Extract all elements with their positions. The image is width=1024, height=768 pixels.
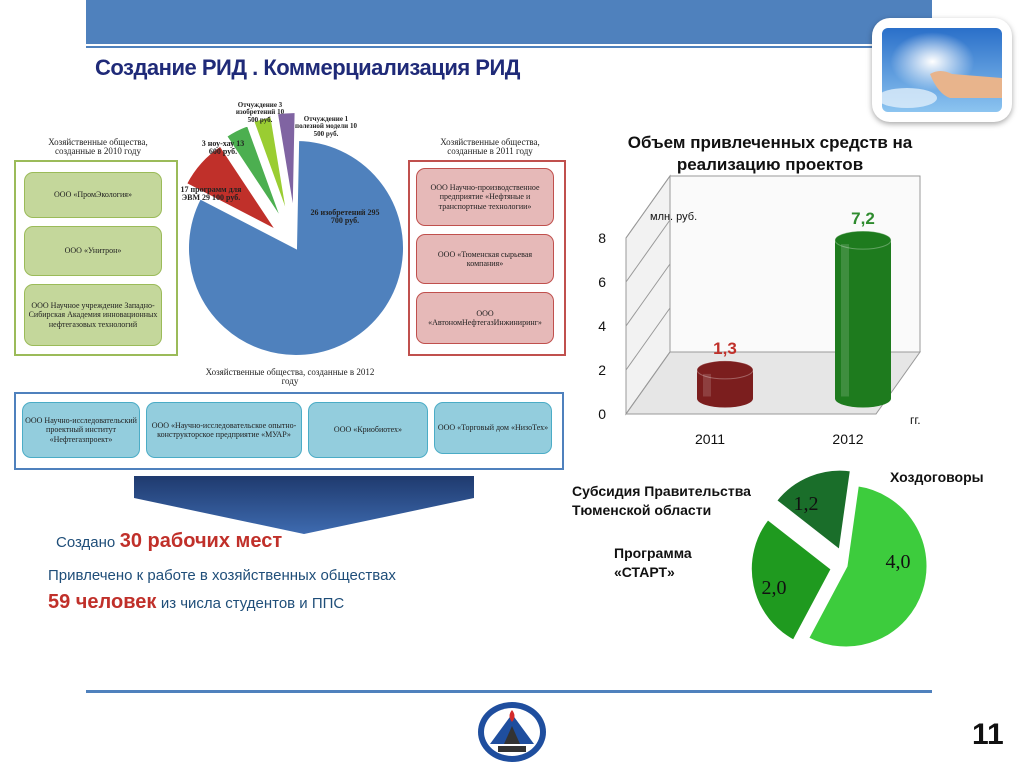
bar-chart-y-tick: 4 bbox=[598, 318, 606, 334]
funding-bar-chart bbox=[570, 124, 1010, 454]
group-2011-label: Хозяйственные общества, созданные в 2011 году bbox=[440, 137, 540, 157]
org-avtonom-neftegaz: ООО «АвтономНефтегазИнжиниринг» bbox=[416, 292, 554, 344]
org-tyumen-syrevaya: ООО «Тюменская сырьевая компания» bbox=[416, 234, 554, 284]
page-title: Создание РИД . Коммерциализация РИД bbox=[95, 55, 520, 80]
org-unitron: ООО «Унитрон» bbox=[24, 226, 162, 276]
footer-line bbox=[86, 690, 932, 693]
org-nizoteh: ООО «Торговый дом «НизоТех» bbox=[434, 402, 552, 454]
org-neftyanye-tehnologii: ООО Научно-производственное предприятие «Нефтяные и транспортные технологии» bbox=[416, 168, 554, 226]
stat-created bbox=[56, 530, 282, 553]
pie-value-label: 1,2 bbox=[793, 493, 819, 515]
stat-attracted: Привлечено к работе в хозяйственных обществах bbox=[48, 567, 396, 584]
group-2012-label: Хозяйственные общества, созданные в 2012 году bbox=[205, 367, 375, 387]
stat-people-suffix: из числа студентов и ППС bbox=[160, 595, 345, 612]
org-kriobioteh: ООО «Криобиотех» bbox=[308, 402, 428, 458]
stat-people bbox=[48, 591, 344, 614]
bar-chart-title: Объем привлеченных средств на реализацию проектов bbox=[627, 133, 913, 174]
bar-category-label: 2012 bbox=[832, 431, 864, 447]
pie-label-alienation-inventions: Отчуждение 3 изобретений 10 500 руб. bbox=[235, 101, 285, 124]
bar-chart-y-tick: 6 bbox=[598, 274, 606, 290]
bar-value-label: 1,3 bbox=[713, 338, 737, 358]
bar-category-label: 2011 bbox=[694, 431, 726, 447]
pie-category-label: Программа «СТАРТ» bbox=[614, 545, 692, 580]
stat-people-value: 59 человек bbox=[48, 591, 157, 613]
bar-chart-ylabel: млн. руб. bbox=[650, 211, 698, 223]
bar-2011 bbox=[697, 361, 753, 408]
stat-created-prefix: Создано bbox=[56, 534, 116, 551]
pie-label-knowhow: 3 ноу-хау 13 600 руб. bbox=[201, 139, 245, 157]
university-logo bbox=[476, 700, 548, 764]
pie-label-alienation-model: Отчуждение 1 полезной модели 10 500 руб. bbox=[295, 115, 357, 138]
page-number: 11 bbox=[972, 718, 1004, 751]
org-muar: ООО «Научно-исследовательское опытно-конструкторское предприятие «МУАР» bbox=[146, 402, 302, 458]
down-arrow bbox=[134, 476, 474, 536]
pie-value-label: 4,0 bbox=[885, 551, 911, 573]
pie-category-label: Субсидия Правительства Тюменской области bbox=[572, 483, 751, 518]
rid-pie-chart bbox=[0, 0, 600, 400]
org-academy: ООО Научное учреждение Западно-Сибирская Академия инновационных нефтегазовых технологий bbox=[24, 284, 162, 346]
pie-category-label: Хоздоговоры bbox=[890, 469, 984, 485]
group-2010-label: Хозяйственные общества, созданные в 2010 году bbox=[48, 137, 148, 157]
stat-created-value: 30 рабочих мест bbox=[119, 530, 283, 552]
pie-label-programs: 17 программ для ЭВМ 29 100 руб. bbox=[180, 185, 242, 203]
bar-2012 bbox=[835, 231, 891, 407]
funding-sources-pie-chart bbox=[560, 462, 1020, 662]
pie-value-label: 2,0 bbox=[761, 577, 787, 599]
bar-chart-xlabel: гг. bbox=[910, 413, 921, 427]
bar-chart-y-tick: 2 bbox=[598, 362, 606, 378]
pie-label-inventions: 26 изобретений 295 700 руб. bbox=[310, 208, 380, 226]
bar-value-label: 7,2 bbox=[851, 209, 875, 229]
org-promekologiya: ООО «ПромЭкология» bbox=[24, 172, 162, 218]
bar-chart-y-tick: 8 bbox=[598, 230, 606, 246]
org-neftegazproekt: ООО Научно-исследовательский проектный институт «Нефтегазпроект» bbox=[22, 402, 140, 458]
hand-sky-photo bbox=[882, 28, 1002, 112]
header-photo-frame bbox=[872, 18, 1012, 122]
bar-chart-y-tick: 0 bbox=[598, 406, 606, 422]
